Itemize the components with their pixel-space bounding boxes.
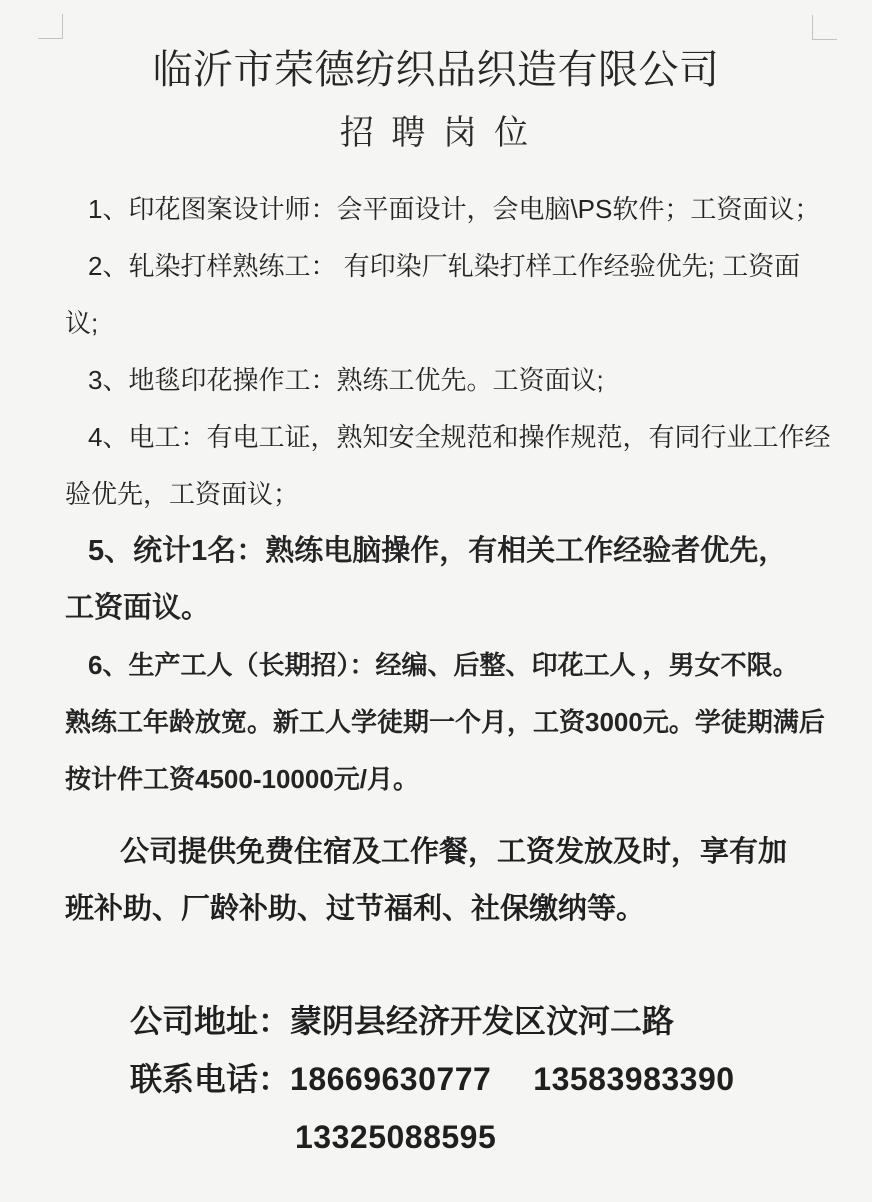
position-line: 2、轧染打样熟练工： 有印染厂轧染打样工作经验优先; 工资面 xyxy=(88,251,801,281)
benefits-line: 公司提供免费住宿及工作餐，工资发放及时，享有加 xyxy=(120,836,788,868)
position-item-2 xyxy=(65,238,872,352)
contact-section xyxy=(0,992,872,1166)
position-item-5 xyxy=(65,523,872,637)
address-line xyxy=(130,992,872,1050)
positions-list xyxy=(0,181,872,808)
position-line: 4、电工：有电工证，熟知安全规范和操作规范，有同行业工作经 xyxy=(88,422,831,452)
position-line: 3、地毯印花操作工：熟练工优先。工资面议; xyxy=(88,365,604,395)
position-line: 按计件工资4500-10000元/月。 xyxy=(65,764,420,794)
phone-number-2: 13583983390 xyxy=(533,1061,735,1097)
position-line: 验优先，工资面议； xyxy=(65,479,300,509)
phone-line-2 xyxy=(130,1108,872,1166)
phone-line xyxy=(130,1050,872,1108)
position-item-4 xyxy=(65,409,872,523)
position-line: 6、生产工人（长期招）：经编、后整、印花工人 ，男女不限。 xyxy=(88,650,799,680)
phone-number-3: 13325088595 xyxy=(295,1119,497,1155)
address-value: 蒙阴县经济开发区汶河二路 xyxy=(290,1003,675,1039)
position-line: 议; xyxy=(65,308,99,338)
company-name: 临沂市荣德纺织品织造有限公司 xyxy=(152,48,720,92)
benefits-paragraph xyxy=(0,824,872,938)
phone-number-1: 18669630777 xyxy=(290,1061,492,1097)
recruitment-section-title: 招 聘 岗 位 xyxy=(339,114,533,152)
page-margin-mark-top-left xyxy=(38,14,63,39)
position-line: 熟练工年龄放宽。新工人学徒期一个月，工资3000元。学徒期满后 xyxy=(65,707,825,737)
address-label: 公司地址： xyxy=(130,1003,291,1039)
position-line: 1、印花图案设计师：会平面设计，会电脑\PS软件；工资面议； xyxy=(88,194,821,224)
page-margin-mark-top-right xyxy=(812,15,837,40)
position-line: 工资面议。 xyxy=(65,592,211,624)
phone-label: 联系电话： xyxy=(130,1061,291,1097)
position-line: 5、统计1名：熟练电脑操作，有相关工作经验者优先， xyxy=(88,535,788,567)
position-item-1 xyxy=(65,181,872,238)
position-item-3 xyxy=(65,352,872,409)
benefits-line: 班补助、厂龄补助、过节福利、社保缴纳等。 xyxy=(65,893,646,925)
position-item-6 xyxy=(65,637,872,808)
